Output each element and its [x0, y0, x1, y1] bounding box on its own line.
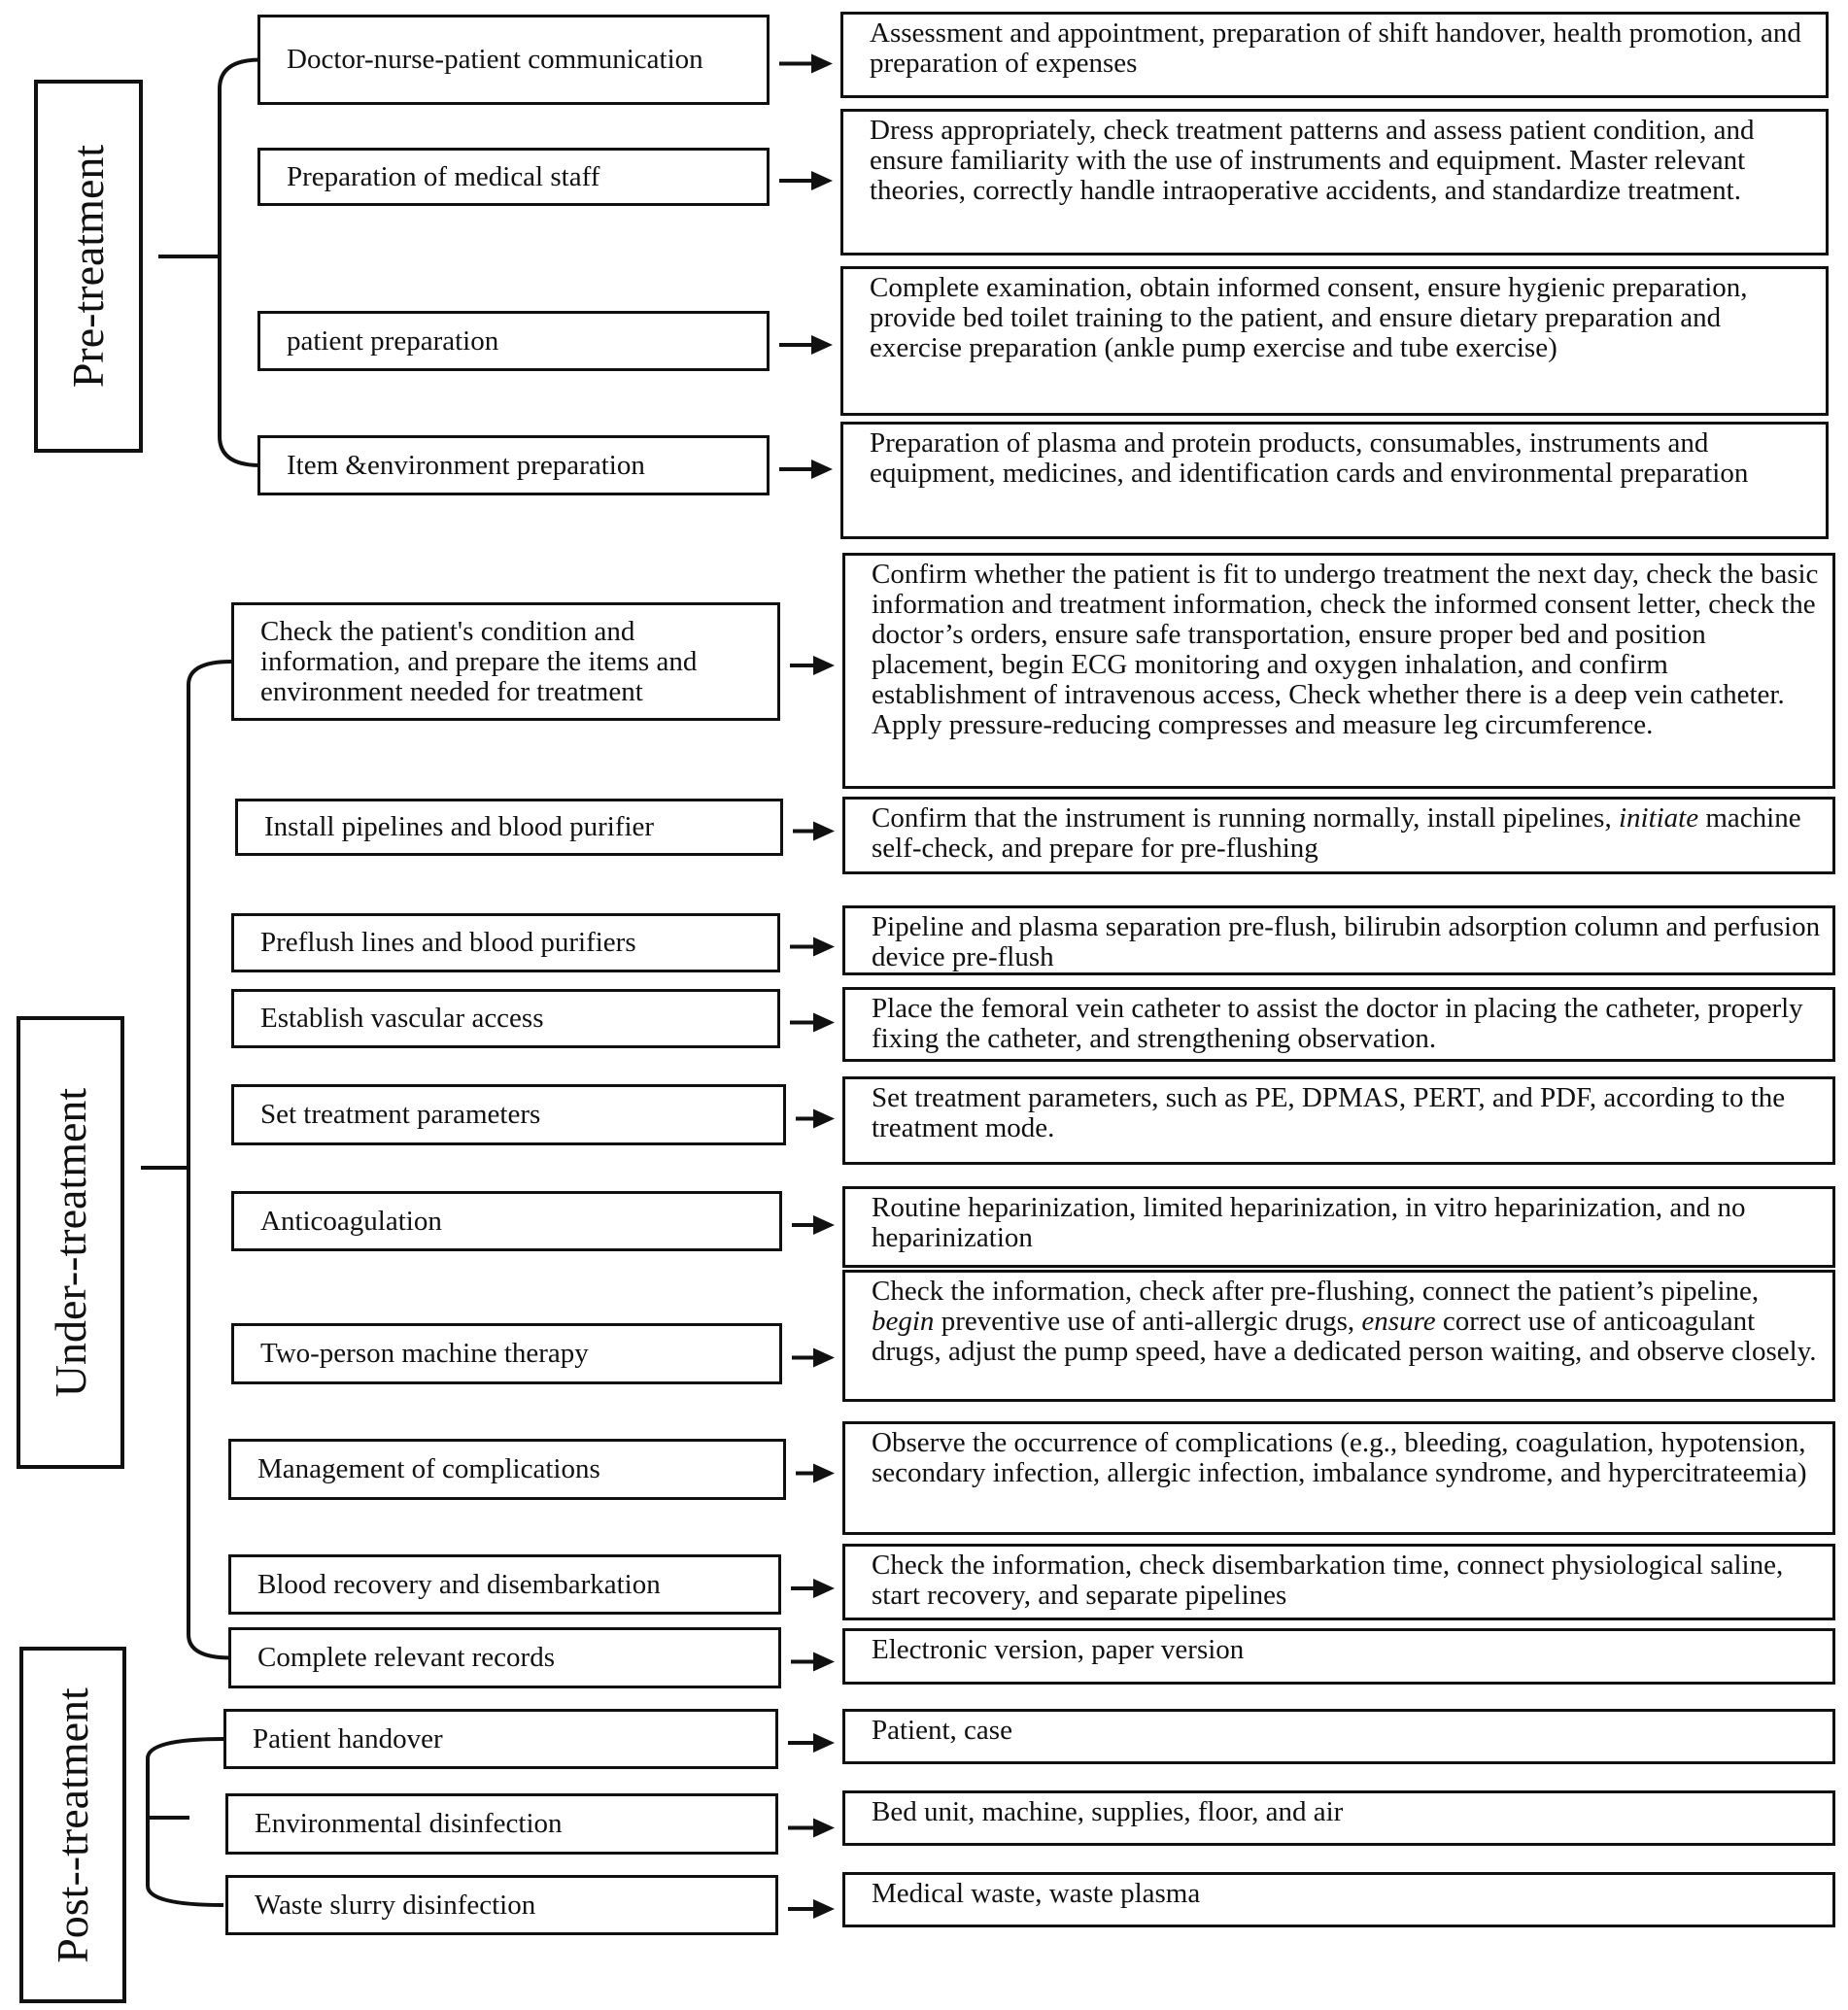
- detail-text: Assessment and appointment, preparation of shift handover, health promotion, and preparation of expenses: [870, 17, 1801, 79]
- step-patient-preparation: [257, 311, 770, 371]
- detail-environmental-disinfection: [842, 1790, 1835, 1846]
- detail-text: Pipeline and plasma separation pre-flush, bilirubin adsorption column and perfusion device pre-flush: [872, 911, 1821, 972]
- step-preflush-lines-and-blood: [231, 913, 780, 972]
- arrow-head: [813, 1464, 835, 1483]
- detail-text: Confirm that the instrument is running normally, install pipelines,: [872, 802, 1619, 834]
- detail-text: Check the information, check disembarkation time, connect physiological saline, start recovery, and separate pipelines: [872, 1550, 1784, 1611]
- post-treatment-phase-label: Post--treatment: [48, 1686, 97, 1963]
- post-treatment-brace: [148, 1739, 223, 1905]
- step-install-pipelines-and-blood: [235, 799, 783, 856]
- detail-complete-relevant-records: [842, 1628, 1835, 1685]
- detail-check-the-patient-s: [842, 553, 1835, 789]
- detail-text: Bed unit, machine, supplies, floor, and air: [872, 1796, 1344, 1827]
- step-two-person-machine-therapy: [231, 1323, 782, 1384]
- detail-text: Dress appropriately, check treatment patterns and assess patient condition, and ensure familiarity with the use of instruments and equipment. Master relevant theories, correctly handle intraoperative accidents, and standardize treatment.: [870, 115, 1755, 206]
- pre-treatment-phase-label: Pre-treatment: [63, 144, 113, 389]
- step-environmental-disinfection: [225, 1793, 778, 1855]
- step-label: patient preparation: [287, 324, 499, 357]
- post-treatment-phase-box: [19, 1647, 126, 2003]
- arrow-head: [813, 1013, 835, 1033]
- pre-treatment-brace: [220, 60, 260, 466]
- detail-text: Medical waste, waste plasma: [872, 1878, 1201, 1909]
- step-label: Two-person machine therapy: [260, 1338, 589, 1369]
- detail-emphasis: ensure: [1361, 1306, 1436, 1337]
- step-label: Establish vascular access: [260, 1003, 544, 1034]
- detail-install-pipelines-and-blood: [842, 797, 1835, 874]
- detail-item-environment-preparation: [840, 422, 1829, 539]
- step-label: Doctor-nurse-patient communication: [287, 44, 703, 75]
- under-treatment-phase-box: [17, 1016, 124, 1469]
- detail-text: machine self-check, and prepare for pre-flushing: [872, 802, 1801, 864]
- step-anticoagulation: [231, 1191, 782, 1251]
- arrow-head: [813, 1733, 835, 1753]
- step-item-environment-preparation: [257, 435, 770, 495]
- step-blood-recovery-and-disembarkation: [228, 1554, 781, 1615]
- step-label: Set treatment parameters: [260, 1099, 541, 1130]
- step-waste-slurry-disinfection: [225, 1875, 778, 1935]
- step-management-of-complications: [228, 1439, 786, 1500]
- step-label: Complete relevant records: [257, 1642, 555, 1673]
- arrow-head: [811, 335, 833, 355]
- arrow-head: [811, 171, 833, 190]
- detail-establish-vascular-access: [842, 987, 1835, 1062]
- detail-emphasis: initiate: [1618, 802, 1699, 834]
- step-complete-relevant-records: [228, 1627, 781, 1688]
- detail-set-treatment-parameters: [842, 1076, 1835, 1165]
- detail-preflush-lines-and-blood: [842, 905, 1835, 975]
- detail-text: Preparation of plasma and protein products, consumables, instruments and equipment, medicines, and identification cards and environmental preparation: [870, 427, 1749, 489]
- arrow-head: [813, 1899, 835, 1919]
- detail-text: preventive use of anti-allergic drugs,: [934, 1306, 1362, 1337]
- detail-text: correct use of anticoagulant drugs, adjust the pump speed, have a dedicated person waiting, and observe closely.: [872, 1306, 1817, 1367]
- detail-text: Complete examination, obtain informed consent, ensure hygienic preparation, provide bed toilet training to the patient, and ensure dietary preparation and exercise preparation (ankle pump exercise and tube exercise): [870, 272, 1748, 363]
- detail-text: Check the information, check after pre-flushing, connect the patient’s pipeline,: [872, 1276, 1760, 1307]
- step-establish-vascular-access: [231, 989, 780, 1048]
- step-label: Anticoagulation: [260, 1205, 442, 1237]
- step-label: Check the patient's condition and information, and prepare the items and environment needed for treatment: [260, 615, 698, 707]
- step-label: Patient handover: [253, 1722, 443, 1754]
- arrow-head: [811, 54, 833, 74]
- detail-text: Set treatment parameters, such as PE, DPMAS, PERT, and PDF, according to the treatment mode.: [872, 1082, 1786, 1143]
- step-doctor-nurse-patient-communication: [257, 15, 770, 105]
- arrow-head: [813, 937, 835, 957]
- detail-blood-recovery-and-disembarkation: [842, 1544, 1835, 1620]
- detail-preparation-of-medical-staff: [840, 109, 1829, 256]
- pre-treatment-phase-box: [34, 80, 143, 453]
- step-label: Install pipelines and blood purifier: [264, 811, 655, 842]
- detail-text: Confirm whether the patient is fit to undergo treatment the next day, check the basic information and treatment information, check the informed consent letter, check the doctor’s orders, ensure safe transportation, ensure proper bed and position placement, begin ECG monitoring and oxygen inhalation, and confirm establishment of intravenous access, Check whether there is a deep vein catheter. Apply pressure-reducing compresses and measure leg circumference.: [872, 559, 1819, 740]
- step-patient-handover: [223, 1709, 778, 1769]
- detail-text: Routine heparinization, limited heparinization, in vitro heparinization, and no heparinization: [872, 1192, 1746, 1253]
- detail-waste-slurry-disinfection: [842, 1872, 1835, 1927]
- arrow-head: [813, 822, 835, 841]
- arrow-head: [813, 1579, 835, 1598]
- step-label: Preparation of medical staff: [287, 160, 600, 192]
- step-preparation-of-medical-staff: [257, 148, 770, 206]
- arrow-head: [811, 460, 833, 479]
- step-check-the-patient-s: [231, 602, 780, 721]
- step-label: Environmental disinfection: [255, 1808, 563, 1839]
- under-treatment-brace: [188, 662, 231, 1658]
- detail-text: Observe the occurrence of complications (e.g., bleeding, coagulation, hypotension, secondary infection, allergic infection, imbalance syndrome, and hypercitrateemia): [872, 1427, 1807, 1488]
- under-treatment-phase-label: Under--treatment: [45, 1087, 95, 1398]
- detail-text: Patient, case: [872, 1715, 1012, 1746]
- arrow-head: [813, 1819, 835, 1838]
- arrow-head: [813, 1348, 835, 1368]
- detail-management-of-complications: [842, 1421, 1835, 1535]
- arrow-head: [813, 1109, 835, 1129]
- step-set-treatment-parameters: [231, 1084, 786, 1145]
- arrow-head: [813, 1652, 835, 1672]
- detail-two-person-machine-therapy: [842, 1270, 1835, 1402]
- detail-emphasis: begin: [872, 1306, 935, 1337]
- step-label: Preflush lines and blood purifiers: [260, 927, 636, 958]
- step-label: Item &environment preparation: [287, 449, 645, 481]
- detail-text: Place the femoral vein catheter to assist the doctor in placing the catheter, properly fixing the catheter, and strengthening observation.: [872, 993, 1803, 1054]
- arrow-head: [813, 1215, 835, 1235]
- step-label: Waste slurry disinfection: [255, 1889, 536, 1921]
- arrow-head: [813, 656, 835, 675]
- step-label: Blood recovery and disembarkation: [257, 1568, 661, 1600]
- detail-anticoagulation: [842, 1186, 1835, 1268]
- step-label: Management of complications: [257, 1453, 600, 1484]
- detail-patient-handover: [842, 1709, 1835, 1764]
- detail-doctor-nurse-patient-communication: [840, 12, 1829, 98]
- detail-patient-preparation: [840, 266, 1829, 416]
- detail-text: Electronic version, paper version: [872, 1634, 1245, 1665]
